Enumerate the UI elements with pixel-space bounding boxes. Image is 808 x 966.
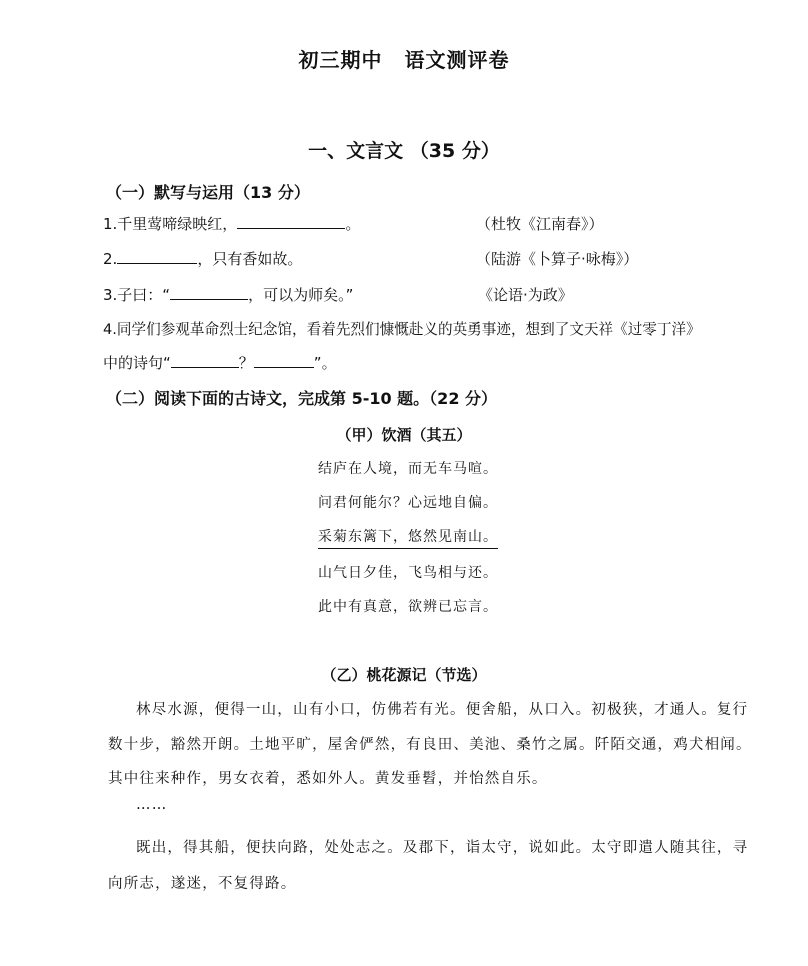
poem-line: 山气日夕佳，飞鸟相与还。	[318, 565, 498, 581]
question-4-mid: ？	[238, 354, 254, 372]
answer-blank-4b[interactable]	[254, 353, 314, 368]
title-exam-name: 初三期中	[298, 48, 383, 72]
question-1-prefix: 1.千里莺啼绿映红，	[103, 215, 238, 233]
question-3-prefix: 3.子曰：“	[103, 286, 171, 304]
prose-line: 既出，得其船，便扶向路，处处志之。及郡下，诣太守，说如此。太守即遣人随其往，寻	[136, 840, 749, 856]
question-3-source: 《论语·为政》	[478, 286, 573, 304]
poem-line: 此中有真意，欲辨已忘言。	[318, 599, 498, 615]
prose-line: 数十步，豁然开朗。土地平旷，屋舍俨然，有良田、美池、桑竹之属。阡陌交通，鸡犬相闻。	[108, 737, 752, 753]
prose-line: 其中往来种作，男女衣着，悉如外人。黄发垂髫，并怡然自乐。	[108, 771, 548, 787]
answer-blank-4a[interactable]	[171, 353, 239, 368]
question-4-suffix: ”。	[313, 354, 337, 372]
question-2	[103, 248, 302, 269]
poem-line: 结庐在人境，而无车马喧。	[318, 461, 498, 477]
title-subject: 语文测评卷	[404, 48, 510, 72]
question-1	[103, 213, 360, 234]
section-heading: 一、文言文 （35 分）	[308, 140, 500, 162]
question-4-line1: 4.同学们参观革命烈士纪念馆，看着先烈们慷慨赴义的英勇事迹，想到了文天祥《过零丁洋》	[103, 321, 701, 338]
question-3	[103, 284, 353, 305]
question-1-source: （杜牧《江南春》）	[476, 215, 604, 233]
question-3-suffix: ，可以为师矣。”	[248, 286, 354, 304]
question-2-prefix: 2.	[103, 250, 118, 268]
text-yi-title: （乙）桃花源记（节选）	[321, 666, 487, 684]
part2-heading: （二）阅读下面的古诗文，完成第 5-10 题。（22 分）	[106, 389, 498, 408]
page-title	[0, 44, 808, 73]
poem-line-underlined	[318, 526, 498, 546]
poem-line: 问君何能尔？心远地自偏。	[318, 495, 498, 511]
part1-heading: （一）默写与运用（13 分）	[106, 183, 310, 202]
poem-jia-title: （甲）饮酒（其五）	[336, 426, 472, 444]
question-4-line2	[103, 352, 337, 373]
question-4-prefix: 中的诗句“	[103, 354, 171, 372]
answer-blank-2[interactable]	[117, 249, 197, 264]
question-2-source: （陆游《卜算子·咏梅》）	[476, 250, 639, 268]
poem-underlined-text: 采菊东篱下，悠然见南山。	[318, 529, 498, 549]
prose-line: 林尽水源，便得一山，山有小口，仿佛若有光。便舍船，从口入。初极狭，才通人。复行	[136, 702, 749, 718]
question-2-suffix: ，只有香如故。	[197, 250, 303, 268]
question-1-suffix: 。	[345, 215, 361, 233]
answer-blank-3[interactable]	[170, 285, 248, 300]
prose-line: 向所志，遂迷，不复得路。	[108, 876, 297, 892]
prose-ellipsis: ……	[136, 797, 168, 813]
answer-blank-1[interactable]	[237, 214, 345, 229]
